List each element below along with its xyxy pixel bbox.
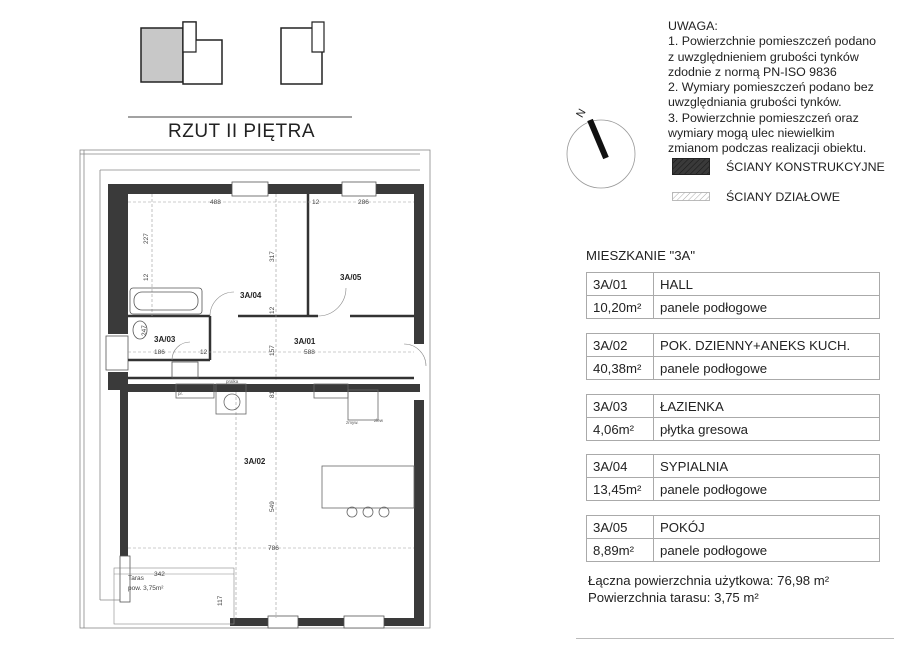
svg-text:12: 12	[200, 349, 208, 356]
apartment-title: MIESZKANIE "3A"	[586, 248, 696, 263]
label-3a-05: 3A/05	[340, 273, 362, 282]
compass-north: N	[574, 106, 589, 120]
room-name: SYPIALNIA	[653, 454, 880, 478]
svg-text:786: 786	[268, 545, 279, 552]
room-code: 3A/03	[586, 394, 654, 418]
svg-text:157: 157	[269, 345, 276, 356]
svg-text:286: 286	[358, 199, 369, 206]
room-area: 10,20m²	[586, 295, 654, 319]
structural-walls	[108, 184, 424, 626]
room-labels	[154, 273, 362, 466]
svg-text:549: 549	[269, 501, 276, 512]
note-block	[668, 19, 876, 157]
svg-text:117: 117	[217, 595, 224, 606]
room-floor: panele podłogowe	[653, 295, 880, 319]
compass	[567, 107, 635, 188]
room-area: 13,45m²	[586, 477, 654, 501]
svg-text:pr.: pr.	[178, 391, 184, 396]
svg-text:227: 227	[143, 233, 150, 244]
note-line: uwzględniania grubości tynków.	[668, 95, 842, 110]
note-line: 1. Powierzchnie pomieszczeń podano	[668, 34, 877, 49]
room-name: HALL	[653, 272, 880, 296]
svg-text:zmyw.: zmyw.	[346, 420, 359, 425]
north-arrow-icon	[590, 120, 606, 158]
room-area: 40,38m²	[586, 356, 654, 380]
kitchen-fixtures	[176, 384, 414, 517]
note-heading: UWAGA:	[668, 19, 718, 33]
label-3a-02: 3A/02	[244, 457, 266, 466]
svg-text:12: 12	[269, 306, 276, 314]
room-code: 3A/02	[586, 333, 654, 357]
room-entry	[586, 272, 880, 322]
note-line: zdodnie z normą PN-ISO 9836	[668, 64, 837, 79]
legend-structural-label: ŚCIANY KONSTRUKCYJNE	[726, 160, 885, 174]
room-area: 8,89m²	[586, 538, 654, 562]
note-line: 3. Powierzchnie pomieszczeń oraz	[668, 110, 859, 125]
plan-title: RZUT II PIĘTRA	[168, 121, 316, 142]
terrace-area: Powierzchnia tarasu: 3,75 m²	[588, 590, 759, 605]
room-floor: panele podłogowe	[653, 356, 880, 380]
note-line: zmianom podczas realizacji obiektu.	[668, 141, 867, 156]
bottom-divider	[576, 638, 894, 639]
svg-text:342: 342	[154, 571, 165, 578]
room-entry	[586, 515, 880, 565]
note-line: wymiary mogą ulec niewielkim	[668, 126, 835, 141]
svg-text:488: 488	[210, 199, 221, 206]
svg-text:pralka: pralka	[226, 379, 239, 384]
room-floor: panele podłogowe	[653, 477, 880, 501]
room-entry	[586, 333, 880, 383]
room-code: 3A/05	[586, 515, 654, 539]
note-line: z uwzględnieniem grubości tynków	[668, 49, 859, 64]
svg-text:pow. 3,75m²: pow. 3,75m²	[128, 585, 164, 592]
svg-text:317: 317	[269, 251, 276, 262]
room-floor: panele podłogowe	[653, 538, 880, 562]
label-3a-03: 3A/03	[154, 335, 176, 344]
svg-text:12: 12	[143, 273, 150, 281]
room-floor: płytka gresowa	[653, 417, 880, 441]
dimension-numbers	[141, 199, 369, 606]
area-totals	[588, 572, 829, 606]
room-name: POKÓJ	[653, 515, 880, 539]
room-entry	[586, 394, 880, 444]
note-line: 2. Wymiary pomieszczeń podano bez	[668, 80, 874, 95]
room-name: POK. DZIENNY+ANEKS KUCH.	[653, 333, 880, 357]
svg-text:Taras: Taras	[128, 575, 144, 582]
structural-wall-swatch-icon	[672, 158, 710, 175]
label-3a-01: 3A/01	[294, 337, 316, 346]
room-area: 4,06m²	[586, 417, 654, 441]
key-plan	[141, 22, 324, 84]
svg-text:zlew: zlew	[374, 418, 384, 423]
room-name: ŁAZIENKA	[653, 394, 880, 418]
room-entry	[586, 454, 880, 504]
room-code: 3A/01	[586, 272, 654, 296]
room-code: 3A/04	[586, 454, 654, 478]
partition-wall-swatch-icon	[672, 188, 710, 205]
svg-text:12: 12	[312, 199, 320, 206]
svg-text:588: 588	[304, 349, 315, 356]
total-usable-area: Łączna powierzchnia użytkowa: 76,98 m²	[588, 573, 830, 588]
label-3a-04: 3A/04	[240, 291, 262, 300]
svg-text:81: 81	[269, 390, 276, 398]
legend-partition-label: ŚCIANY DZIAŁOWE	[726, 190, 841, 204]
svg-text:186: 186	[154, 349, 165, 356]
svg-text:247: 247	[141, 325, 148, 336]
windows	[106, 182, 384, 628]
